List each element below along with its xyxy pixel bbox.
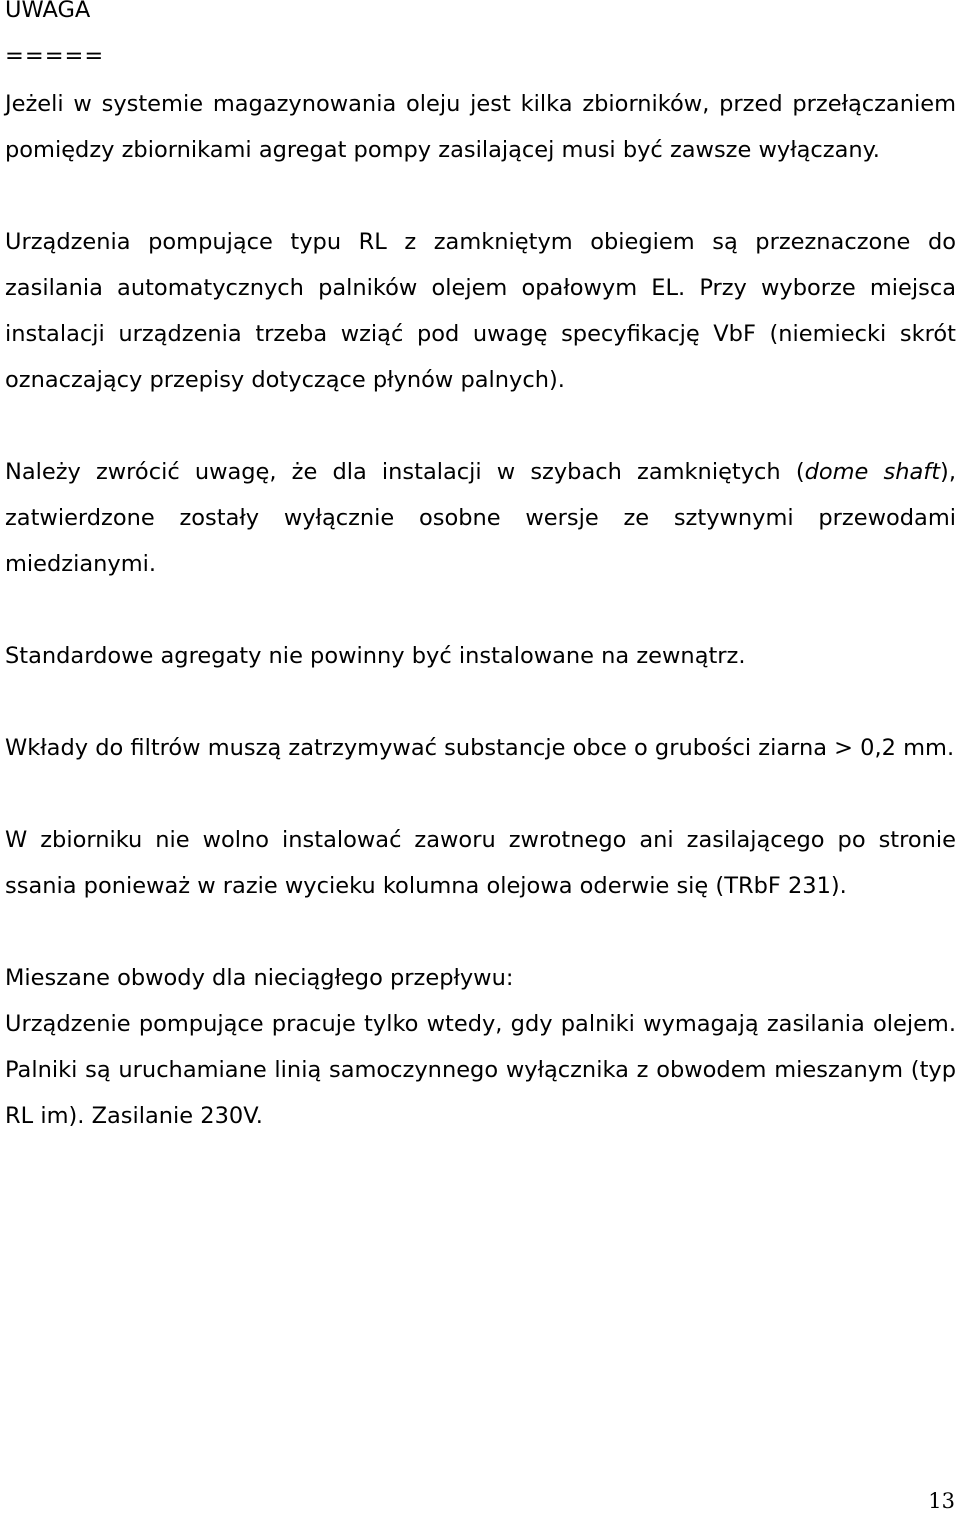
dome-shaft-term: dome shaft <box>804 459 941 485</box>
paragraph-tank-switching: Jeżeli w systemie magazynowania oleju jest kilka zbiorników, przed przełączaniem pomiędzy zbiornikami agregat pompy zasilającej musi być zawsze wyłączany. <box>5 91 956 163</box>
document-page <box>5 0 956 1139</box>
mixed-circuits-title: Mieszane obwody dla nieciągłego przepływu: <box>5 965 514 991</box>
warning-underline: ===== <box>5 43 105 69</box>
page-number: 13 <box>928 1489 955 1513</box>
dome-shaft-text-before: Należy zwrócić uwagę, że dla instalacji w szybach zamkniętych ( <box>5 459 805 485</box>
warning-heading <box>5 0 956 46</box>
paragraph-rl-pumps: Urządzenia pompujące typu RL z zamkniętym obiegiem są przeznaczone do zasilania automatycznych palników olejem opałowym EL. Przy wyborze miejsca instalacji urządzenia trzeba wziąć pod uwagę specyfikację VbF (niemiecki skrót oznaczający przepisy dotyczące płynów palnych). <box>5 229 956 393</box>
paragraph-dome-shaft <box>5 449 956 587</box>
warning-title: UWAGA <box>5 0 91 23</box>
paragraph-check-valve: W zbiorniku nie wolno instalować zaworu zwrotnego ani zasilającego po stronie ssania ponieważ w razie wycieku kolumna olejowa oderwie się (TRbF 231). <box>5 827 956 899</box>
dome-shaft-text-after: ), zatwierdzone zostały wyłącznie osobne wersje ze sztywnymi przewodami miedzianymi. <box>5 459 956 577</box>
paragraph-filter-inserts: Wkłady do filtrów muszą zatrzymywać substancje obce o grubości ziarna > 0,2 mm. <box>5 735 955 761</box>
paragraph-mixed-circuits: Urządzenie pompujące pracuje tylko wtedy, gdy palniki wymagają zasilania olejem. Palniki są uruchamiane linią samoczynnego wyłącznika z obwodem mieszanym (typ RL im). Zasilanie 230V. <box>5 1011 956 1129</box>
paragraph-outdoor-installation: Standardowe agregaty nie powinny być instalowane na zewnątrz. <box>5 643 746 669</box>
